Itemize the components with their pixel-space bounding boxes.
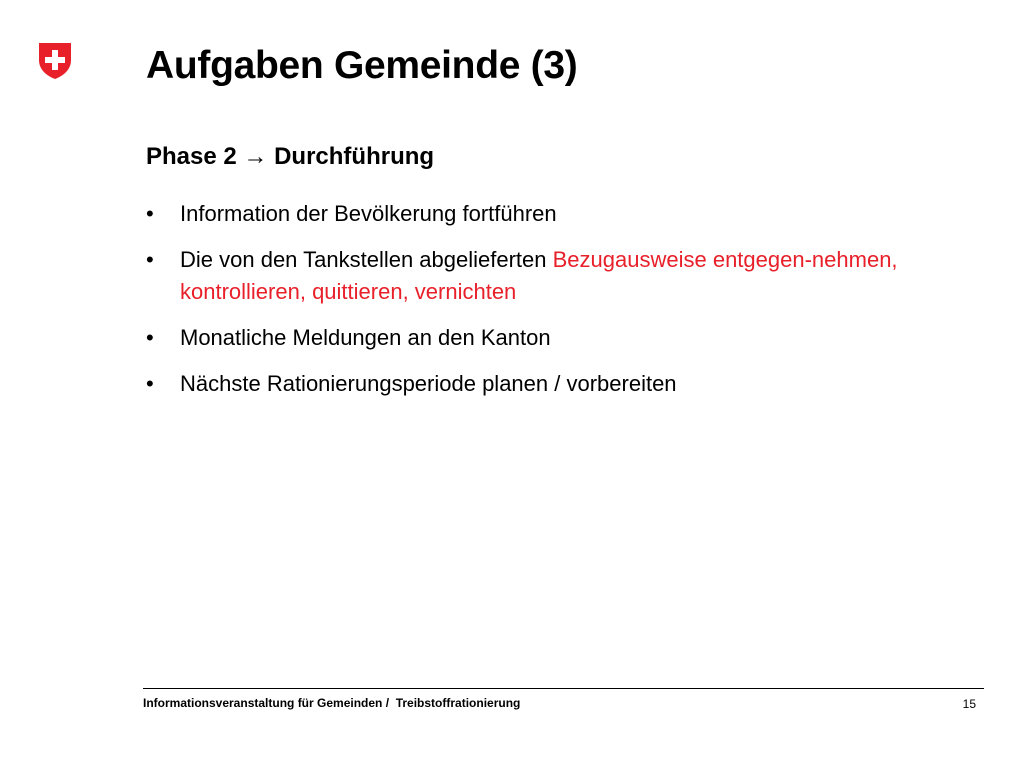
list-item-text: Monatliche Meldungen an den Kanton bbox=[180, 325, 551, 350]
list-item bbox=[146, 368, 946, 400]
bullet-icon: • bbox=[146, 371, 154, 396]
swiss-coat-of-arms-icon bbox=[38, 42, 72, 80]
page-number: 15 bbox=[962, 697, 976, 711]
page-title: Aufgaben Gemeinde (3) bbox=[146, 44, 578, 87]
bullet-icon: • bbox=[146, 247, 154, 272]
subtitle-phase: Phase 2 bbox=[146, 143, 244, 170]
footer-text: Informationsveranstaltung für Gemeinden / Treibstoffrationierung bbox=[143, 696, 521, 710]
bullet-icon: • bbox=[146, 201, 154, 226]
subtitle-label: Durchführung bbox=[267, 143, 435, 170]
bullet-icon: • bbox=[146, 325, 154, 350]
list-item-text: Nächste Rationierungsperiode planen / vorbereiten bbox=[180, 371, 677, 396]
list-item-text: Die von den Tankstellen abgelieferten bbox=[180, 247, 553, 272]
list-item bbox=[146, 322, 946, 354]
footer-divider bbox=[143, 688, 984, 689]
section-subtitle bbox=[146, 140, 434, 174]
list-item bbox=[146, 244, 946, 308]
highlighted-text: Bezugausweise entgegen-nehmen, kontrollieren, quittieren, vernichten bbox=[180, 247, 898, 304]
bullet-list bbox=[146, 198, 946, 414]
list-item bbox=[146, 198, 946, 230]
list-item-text: Information der Bevölkerung fortführen bbox=[180, 201, 557, 226]
right-arrow-icon: → bbox=[243, 143, 268, 170]
